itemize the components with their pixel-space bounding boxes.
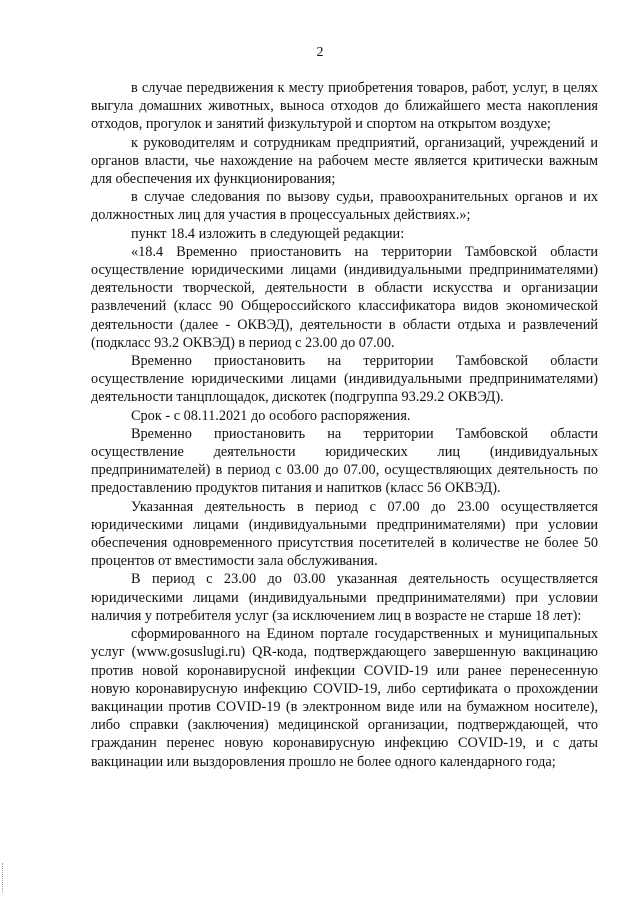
- paragraph-qr-code-requirement: сформированного на Едином портале государственных и муниципальных услуг (www.gosuslugi.ru) QR-кода, подтверждающего завершенную вакцинацию против новой коронавирусной инфекции COVID-19 или ранее перенесенную новую коронавирусную инфекцию COVID-19, либо сертификата о прохождении вакцинации против COVID-19 (в электронном виде или на бумажном носителе), либо справки (заключения) медицинской организации, подтверждающей, что гражданин перенес новую коронавирусную инфекцию COVID-19, и с даты вакцинации или выздоровления прошло не более одного календарного года;: [91, 626, 598, 770]
- document-body: [91, 79, 598, 771]
- page-number: 2: [316, 45, 324, 60]
- paragraph-clause-18-4: «18.4 Временно приостановить на территории Тамбовской области осуществление юридическими лицами (индивидуальными предпринимателями) деятельности творческой, деятельности в области искусства и организации развлечений (класс 90 Общероссийского классификатора видов экономической деятельности (далее - ОКВЭД), деятельности в области отдыха и развлечений (подкласс 93.2 ОКВЭД) в период с 23.00 до 07.00.: [91, 243, 598, 351]
- paragraph-amend-clause: пункт 18.4 изложить в следующей редакции:: [131, 225, 405, 242]
- paragraph-term: Срок - с 08.11.2021 до особого распоряжения.: [131, 407, 411, 424]
- paragraph-court-summons: в случае следования по вызову судьи, правоохранительных органов и их должностных лиц для участия в процессуальных действиях.»;: [91, 189, 598, 224]
- paragraph-critical-employees: к руководителям и сотрудникам предприятий, организаций, учреждений и органов власти, чье нахождение на рабочем месте является критически важным для обеспечения их функционирования;: [91, 134, 598, 188]
- paragraph-catering-suspension: Временно приостановить на территории Тамбовской области осуществление деятельности юридических лиц (индивидуальных предпринимателей) в период с 03.00 до 07.00, осуществляющих деятельность по предоставлению продуктов питания и напитков (класс 56 ОКВЭД).: [91, 425, 598, 497]
- paragraph-daytime-capacity: Указанная деятельность в период с 07.00 до 23.00 осуществляется юридическими лицами (индивидуальными предпринимателями) при условии обеспечения одновременного присутствия посетителей в количестве не более 50 процентов от вместимости зала обслуживания.: [91, 498, 598, 570]
- scan-margin-mark: [2, 863, 7, 893]
- paragraph-night-conditions: В период с 23.00 до 03.00 указанная деятельность осуществляется юридическими лицами (индивидуальными предпринимателями) при условии наличия у потребителя услуг (за исключением лиц в возрасте не старше 18 лет):: [91, 571, 598, 624]
- paragraph-dance-venues: Временно приостановить на территории Тамбовской области осуществление юридическими лицами (индивидуальными предпринимателями) деятельности танцплощадок, дискотек (подгруппа 93.29.2 ОКВЭД).: [91, 353, 598, 406]
- paragraph-movement-exception: в случае передвижения к месту приобретения товаров, работ, услуг, в целях выгула домашних животных, выноса отходов до ближайшего места накопления отходов, прогулок и занятий физкультурой и спортом на открытом воздухе;: [91, 80, 598, 133]
